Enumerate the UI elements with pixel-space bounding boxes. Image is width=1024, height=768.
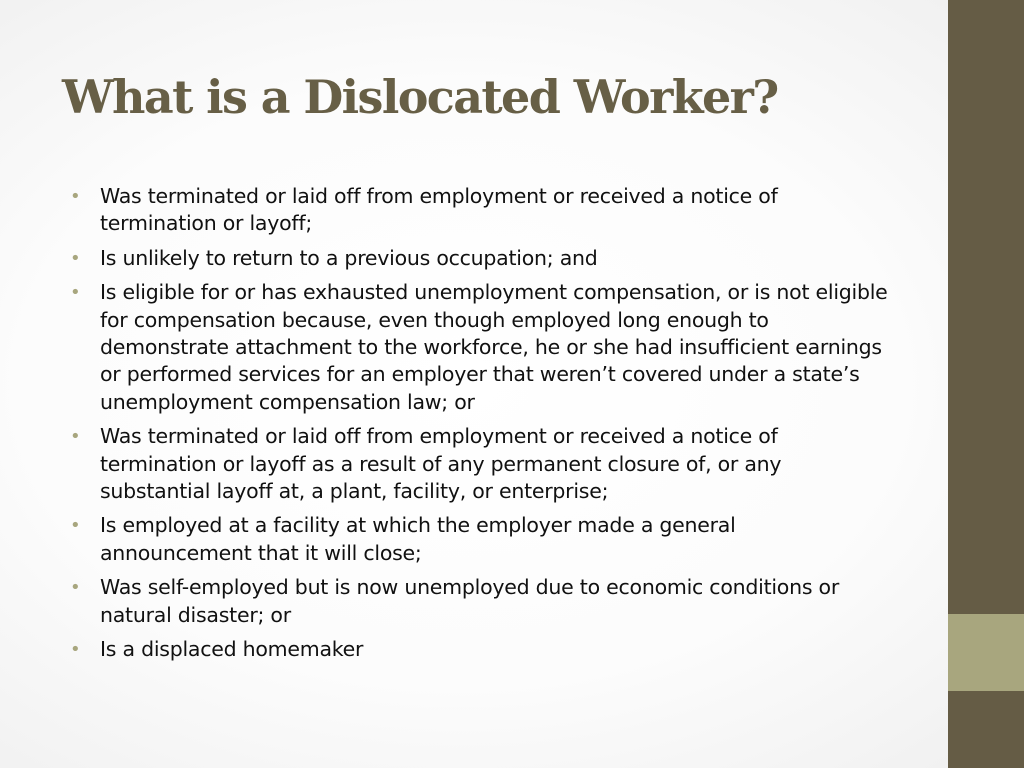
bullet-text: Was terminated or laid off from employment or received a notice of termination or layoff as a result of any permanent closure of, or any substantial layoff at, a plant, facility, or enterprise; <box>100 424 782 504</box>
bullet-item <box>70 183 890 238</box>
bullet-marker: • <box>70 639 81 661</box>
bullet-item <box>70 512 890 567</box>
bullet-marker: • <box>70 577 81 599</box>
bullet-item <box>70 279 890 416</box>
bullet-text: Is unlikely to return to a previous occupation; and <box>100 245 598 270</box>
bullet-marker: • <box>70 282 81 304</box>
bullet-marker: • <box>70 247 81 269</box>
bullet-marker: • <box>70 186 81 207</box>
bullet-item <box>70 636 890 663</box>
bullet-item <box>70 245 890 272</box>
sidebar-accent-block <box>948 614 1024 691</box>
bullet-text: Is employed at a facility at which the employer made a general announcement that it will close; <box>100 513 736 565</box>
bullet-text: Was self-employed but is now unemployed due to economic conditions or natural disaster; or <box>100 575 840 627</box>
bullet-text: Is a displaced homemaker <box>100 637 364 662</box>
bullet-item <box>70 574 890 629</box>
slide-title: What is a Dislocated Worker? <box>62 70 778 124</box>
bullet-marker: • <box>70 426 81 448</box>
bullet-item <box>70 423 890 505</box>
bullet-text: Was terminated or laid off from employment or received a notice of termination or layoff; <box>100 184 778 236</box>
bullet-list <box>70 183 890 671</box>
bullet-text: Is eligible for or has exhausted unemployment compensation, or is not eligible for compensation because, even though employed long enough to demonstrate attachment to the workforce, he or she had insufficient earnings or performed services for an employer that weren’t covered under a state’s unemployment compensation law; or <box>100 280 888 414</box>
bullet-marker: • <box>70 515 81 537</box>
